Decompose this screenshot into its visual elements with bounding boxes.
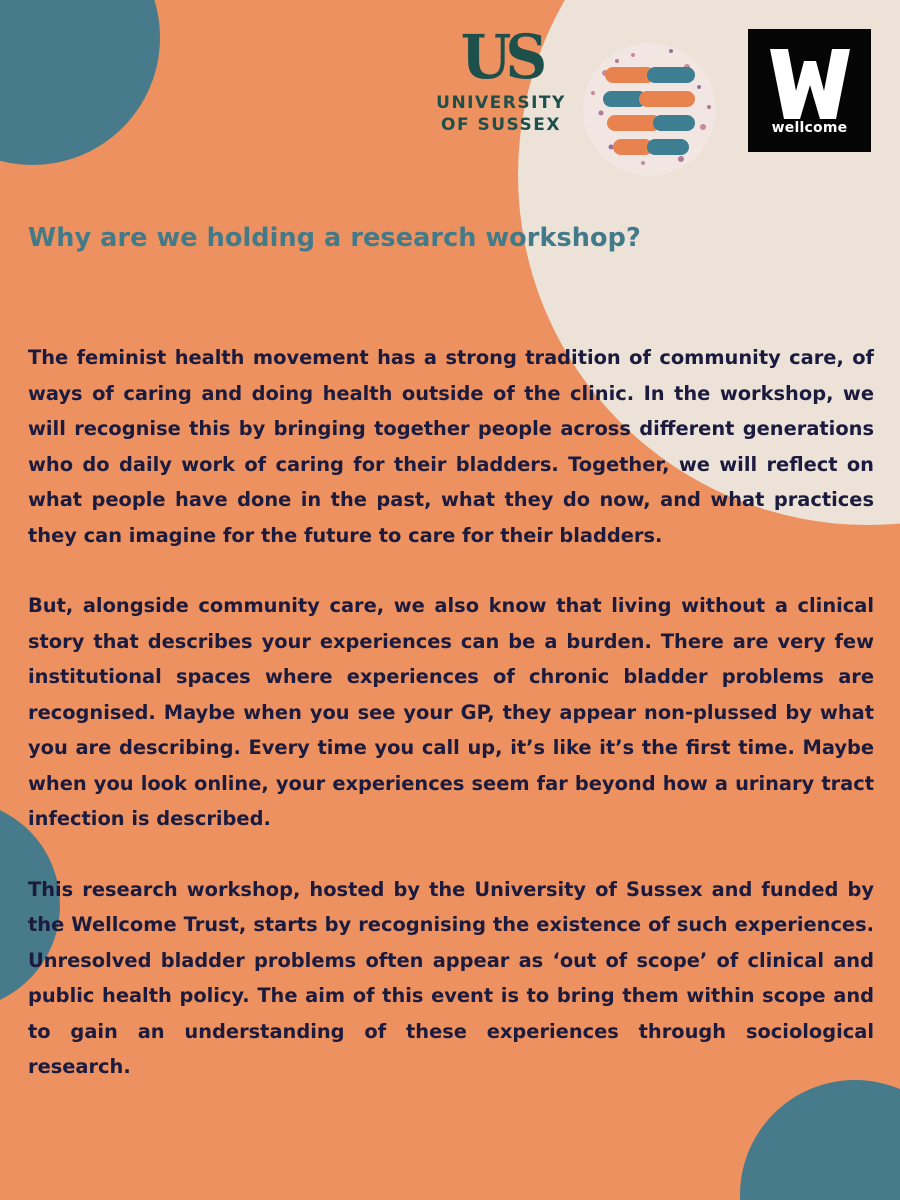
- page-title: Why are we holding a research workshop?: [28, 223, 641, 253]
- sussex-logo-line2: OF SUSSEX: [441, 115, 561, 135]
- paragraph-2: But, alongside community care, we also know that living without a clinical story that describes your experiences can be a burden. There are very few institutional spaces where experiences of chronic bladder problems are recognised. Maybe when you see your GP, they appear non-plussed by what you are describing. Every time you call up, it’s like it’s the first time. Maybe when you look online, your experiences seem far beyond how a urinary tract infection is described.: [28, 594, 874, 830]
- sussex-logo-mark: US: [460, 21, 542, 93]
- bladder-project-logo-icon: [583, 43, 716, 176]
- wellcome-logo: [748, 29, 871, 152]
- body-text: [28, 340, 874, 1120]
- paragraph-3: This research workshop, hosted by the University of Sussex and funded by the Wellcome Trust, starts by recognising the existence of such experiences. Unresolved bladder problems often appear as ‘out of scope’ of clinical and public health policy. The aim of this event is to bring them within scope and to gain an understanding of these experiences through sociological research.: [28, 877, 874, 1078]
- wellcome-logo-text: wellcome: [771, 120, 848, 136]
- university-of-sussex-logo: [428, 21, 574, 156]
- sussex-logo-line1: UNIVERSITY: [436, 93, 566, 113]
- teal-circle-top-left: [0, 0, 160, 165]
- paragraph-1: The feminist health movement has a strong tradition of community care, of ways of caring and doing health outside of the clinic. In the workshop, we will recognise this by bringing together people across different generations who do daily work of caring for their bladders. Together, we will reflect on what people have done in the past, what they do now, and what practices they can imagine for the future to care for their bladders.: [28, 346, 874, 547]
